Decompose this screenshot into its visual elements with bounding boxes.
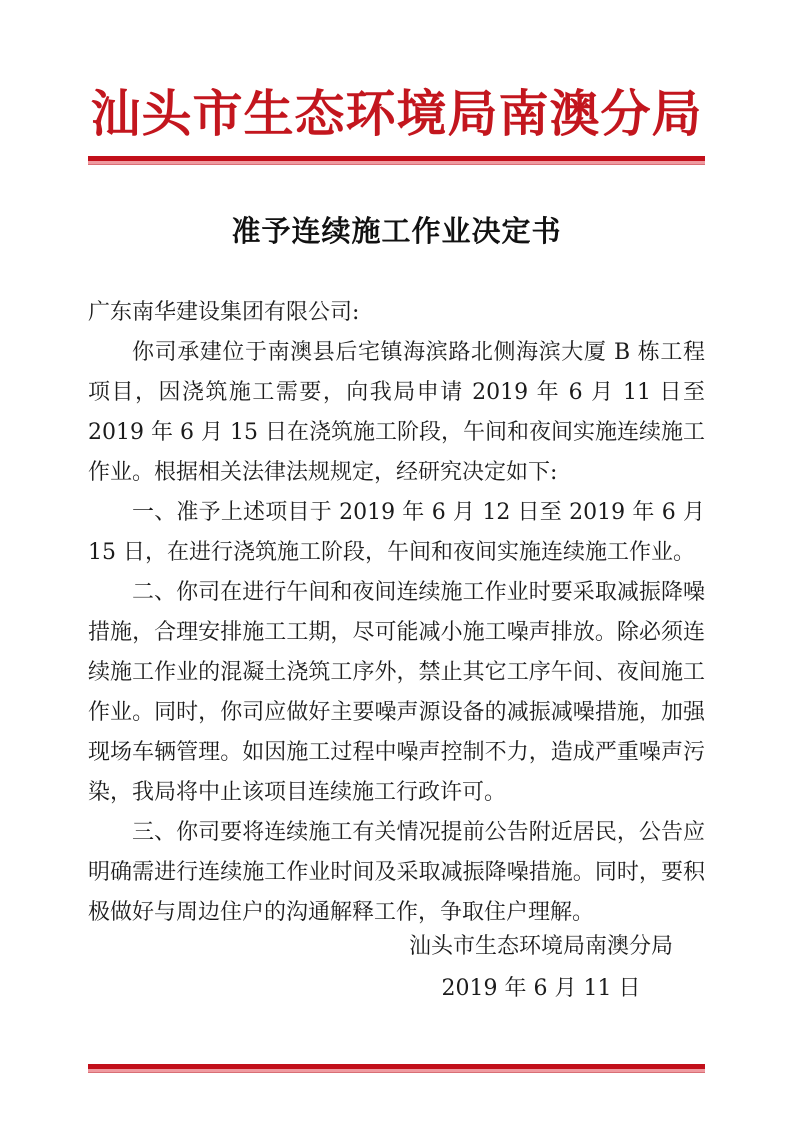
body-paragraph-4: 三、你司要将连续施工有关情况提前公告附近居民，公告应明确需进行连续施工作业时间及采取减振降噪措施。同时，要积极做好与周边住户的沟通解释工作，争取住户理解。 [88,820,705,925]
document-body [88,293,705,933]
footer-rule-light-band [88,1069,705,1073]
salutation: 广东南华建设集团有限公司: [88,300,360,325]
issue-date: 2019 年 6 月 11 日 [441,976,641,1001]
issuer-signature: 汕头市生态环境局南澳分局 [408,934,673,959]
letterhead-title: 汕头市生态环境局南澳分局 [90,84,703,143]
body-paragraph-1: 你司承建位于南澳县后宅镇海滨路北侧海滨大厦 B 栋工程项目，因浇筑施工需要，向我局申请 2019 年 6 月 11 日至 2019 年 6 月 15 日在浇筑施工阶段，午间和夜间实施连续施工作业。根据相关法律法规规定，经研究决定如下: [88,340,705,485]
footer-rule [88,1064,705,1073]
body-paragraph-3: 二、你司在进行午间和夜间连续施工作业时要采取减振降噪措施，合理安排施工工期，尽可能减小施工噪声排放。除必须连续施工作业的混凝土浇筑工序外，禁止其它工序午间、夜间施工作业。同时，你司应做好主要噪声源设备的减振减噪措施，加强现场车辆管理。如因施工过程中噪声控制不力，造成严重噪声污染，我局将中止该项目连续施工行政许可。 [88,580,705,805]
body-paragraph-2: 一、准予上述项目于 2019 年 6 月 12 日至 2019 年 6 月 15 日，在进行浇筑施工阶段，午间和夜间实施连续施工作业。 [88,500,705,565]
document-title: 准予连续施工作业决定书 [231,214,562,248]
signature-block [409,926,673,1010]
letterhead-rule-light-band [88,161,705,165]
letterhead-rule [88,156,705,165]
